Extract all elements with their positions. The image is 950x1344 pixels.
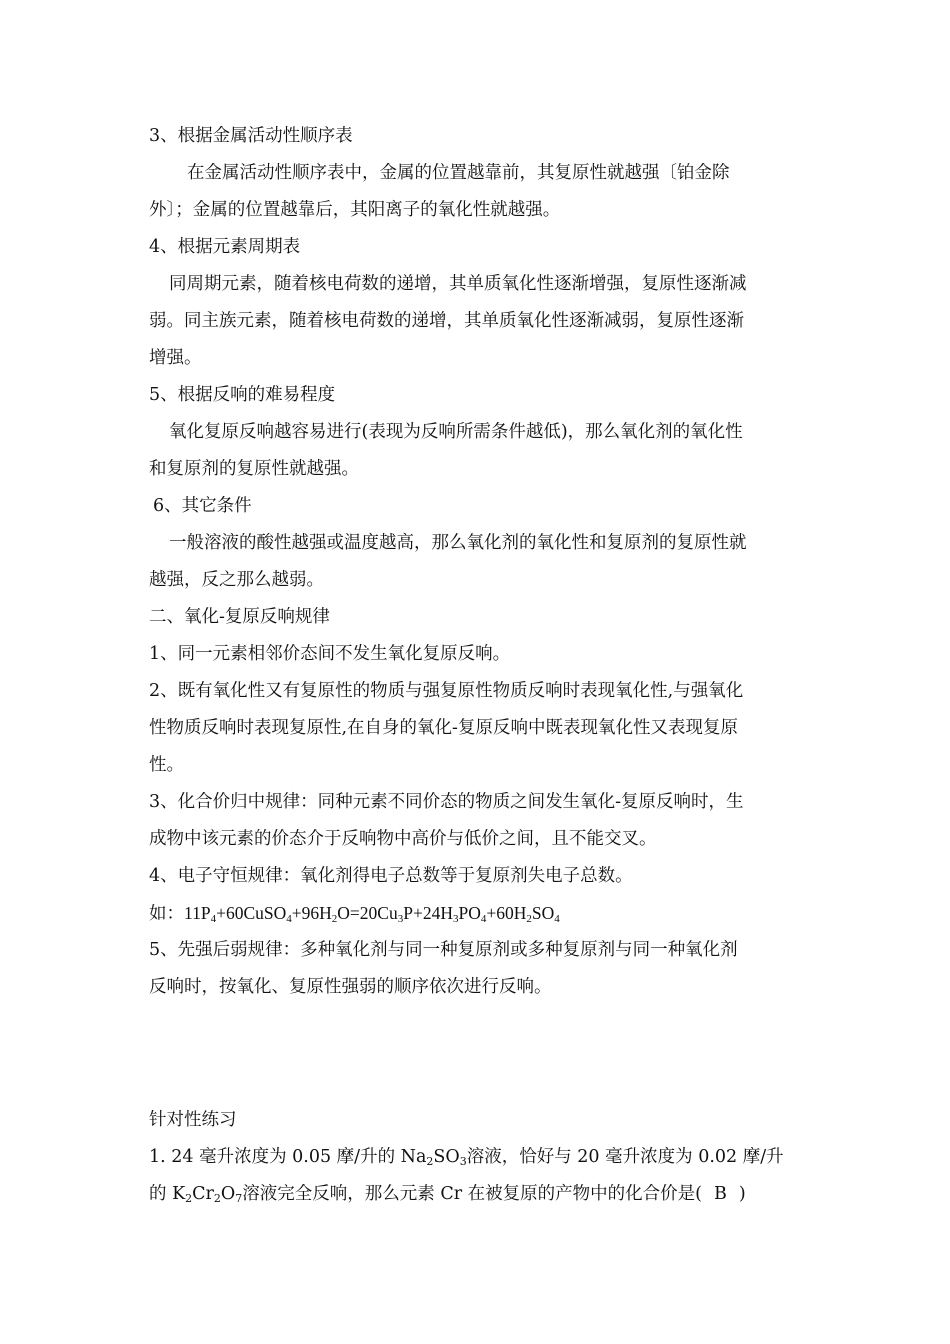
rule-5-line-2: 反响时，按氧化、复原性强弱的顺序依次进行反响。	[149, 977, 552, 997]
section-5-body-line-1: 氧化复原反响越容易进行(表现为反响所需条件越低)，那么氧化剂的氧化性	[169, 422, 743, 442]
rule-2-line-1: 2、既有氧化性又有复原性的物质与强复原性物质反响时表现氧化性,与强氧化	[149, 681, 744, 701]
rule-1: 1、同一元素相邻价态间不发生氧化复原反响。	[149, 644, 511, 664]
part-2-title: 二、氧化-复原反响规律	[149, 607, 330, 627]
question-1-line-2: 的 $K_2Cr_2O_7$溶液完全反响，那么元素 Cr 在被复原的产物中的化合价是( B )	[149, 1184, 746, 1205]
section-5-body-line-2: 和复原剂的复原性就越强。	[149, 459, 359, 479]
equation-formula: $11P_4+60CuSO_4+96H_2O=20Cu_3P+24H_3PO_4+60H_2SO_4$	[184, 903, 560, 925]
section-4-body-line-2: 弱。同主族元素，随着核电荷数的递增，其单质氧化性逐渐减弱，复原性逐渐	[149, 311, 744, 331]
rule-2-line-2: 性物质反响时表现复原性,在自身的氧化-复原反响中既表现氧化性又表现复原	[149, 718, 738, 738]
practice-title: 针对性练习	[149, 1110, 237, 1130]
rule-3-line-1: 3、化合价归中规律：同种元素不同价态的物质之间发生氧化-复原反响时，生	[149, 792, 744, 812]
section-5-title: 5、根据反响的难易程度	[149, 385, 336, 405]
rule-2-line-3: 性。	[149, 755, 184, 775]
section-3-body-line-1: 在金属活动性顺序表中，金属的位置越靠前，其复原性就越强〔铂金除	[187, 163, 730, 183]
section-6-body-line-1: 一般溶液的酸性越强或温度越高，那么氧化剂的氧化性和复原剂的复原性就	[169, 533, 747, 553]
section-4-body-line-1: 同周期元素，随着核电荷数的递增，其单质氧化性逐渐增强，复原性逐渐减	[169, 274, 747, 294]
section-3-body-line-2: 外〕；金属的位置越靠后，其阳离子的氧化性就越强。	[149, 200, 561, 220]
question-1-answer: B	[713, 1184, 727, 1204]
document-body	[149, 118, 809, 1213]
equation-prefix: 如：	[149, 904, 184, 924]
question-1-line-1: 1. 24 毫升浓度为 0.05 摩/升的 $Na_2SO_3$溶液，恰好与 20 毫升浓度为 0.02 摩/升	[149, 1147, 784, 1168]
rule-3-line-2: 成物中该元素的价态介于反响物中高价与低价之间，且不能交叉。	[149, 829, 657, 849]
section-4-body-line-3: 增强。	[149, 348, 202, 368]
rule-5-line-1: 5、先强后弱规律：多种氧化剂与同一种复原剂或多种复原剂与同一种氧化剂	[149, 940, 738, 960]
section-6-body-line-2: 越强，反之那么越弱。	[149, 570, 324, 590]
section-4-title: 4、根据元素周期表	[149, 237, 301, 257]
example-equation	[149, 895, 809, 932]
rule-4: 4、电子守恒规律：氧化剂得电子总数等于复原剂失电子总数。	[149, 866, 633, 886]
section-3-title: 3、根据金属活动性顺序表	[149, 126, 353, 146]
section-6-title: 6、其它条件	[153, 496, 252, 516]
section-spacer	[149, 1006, 809, 1102]
